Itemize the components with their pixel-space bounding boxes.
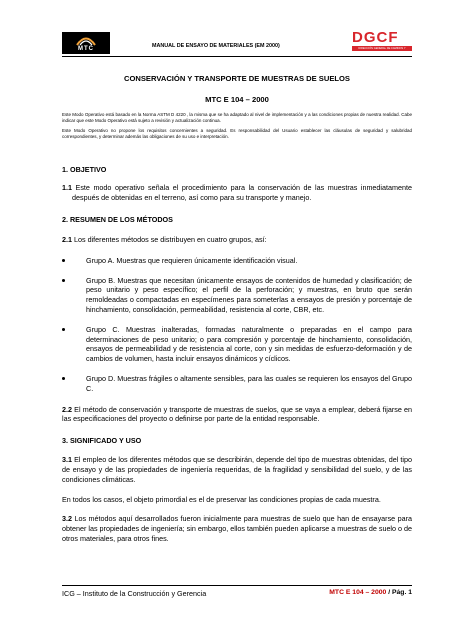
paragraph-2-2 bbox=[62, 405, 412, 425]
paragraph-number: 1.1 bbox=[62, 183, 72, 193]
section-significado-heading: 3. SIGNIFICADO Y USO bbox=[62, 436, 142, 446]
list-item bbox=[62, 276, 412, 315]
paragraph-number: 2.2 bbox=[62, 404, 72, 414]
note-safety: Este Modo Operativo no propone los requisitos concernientes a seguridad. Es responsabilidad del Usuario establecer las cláusulas de seguridad y salubridad correspondientes, y determinar además las obligaciones de su uso e interpretación. bbox=[62, 128, 412, 139]
list-item bbox=[62, 374, 412, 394]
footer-page-ref bbox=[329, 589, 412, 596]
paragraph-3-2 bbox=[62, 514, 412, 543]
section-resumen-heading: 2. RESUMEN DE LOS MÉTODOS bbox=[62, 214, 173, 224]
paragraph-1-1 bbox=[62, 183, 412, 203]
dgcf-logo-text: DGCF bbox=[352, 29, 399, 46]
paragraph-text: Este modo operativo señala el procedimiento para la conservación de las muestras inmediatamente después de obtenidas en el terreno, así como para su transporte y manejo. bbox=[72, 183, 412, 203]
dgcf-logo-subtitle: DIRECCIÓN GENERAL DE CAMINOS Y FERROCARRILES bbox=[352, 46, 412, 51]
paragraph-number: 3.1 bbox=[62, 455, 72, 465]
paragraph-text: Los diferentes métodos se distribuyen en cuatro grupos, así: bbox=[72, 234, 267, 244]
mtc-logo bbox=[62, 32, 110, 54]
paragraph-number: 3.2 bbox=[62, 514, 72, 524]
bullet-icon bbox=[62, 259, 65, 262]
list-item-text: Grupo B. Muestras que necesitan únicamente ensayos de contenidos de humedad y clasificación; de peso unitario y peso específico; el perfil de la perforación; y muestras, en bruto que serán remoldeadas o compactadas en especímenes para someterlas a ensayos de presión y porcentaje de hinchamiento, consolidación, permeabilidad, resistencia al corte, CBR, etc. bbox=[86, 275, 412, 314]
paragraph-3-1-b: En todos los casos, el objeto primordial es el de preservar las condiciones propias de cada muestra. bbox=[62, 494, 381, 504]
list-item bbox=[62, 256, 412, 266]
page-footer bbox=[62, 585, 412, 598]
footer-code: MTC E 104 – 2000 bbox=[329, 589, 387, 596]
list-item bbox=[62, 325, 412, 364]
document-body bbox=[62, 74, 412, 544]
paragraph-3-1 bbox=[62, 455, 412, 484]
paragraph-number: 2.1 bbox=[62, 234, 72, 244]
bullet-icon bbox=[62, 328, 65, 331]
section-objetivo-heading: 1. OBJETIVO bbox=[62, 165, 107, 175]
paragraph-text: El empleo de los diferentes métodos que se describirán, depende del tipo de muestras obtenidas, del tipo de ensayo y de las propiedades de ingeniería requeridas, de la fragilidad y sensibilidad del suelo, y de las condiciones climáticas. bbox=[62, 455, 412, 484]
paragraph-text: Los métodos aquí desarrollados fueron inicialmente para muestras de suelo que han de ensayarse para obtener las propiedades de ingeniería; sin embargo, ellos también pueden aplicarse a muestras de suelo o de otros materiales, para otros fines. bbox=[62, 514, 413, 543]
list-item-text: Grupo C. Muestras inalteradas, formadas naturalmente o preparadas en el campo para determinaciones de peso unitario; o para compresión y porcentaje de hinchamiento, consolidación, ensayos de permeabilidad y de resistencia al corte, con y sin medidas de esfuerzo-deformación y de cambios de volumen, hasta incluir ensayos dinámicos y cíclicos. bbox=[86, 324, 412, 364]
mtc-emblem-icon bbox=[76, 35, 96, 46]
mtc-logo-text: MTC bbox=[78, 46, 94, 52]
list-item-text: Grupo D. Muestras frágiles o altamente sensibles, para las cuales se requieren los ensayos del Grupo C. bbox=[86, 373, 412, 393]
bullet-icon bbox=[62, 279, 65, 282]
footer-page-number: / Pág. 1 bbox=[386, 589, 412, 596]
paragraph-2-1 bbox=[62, 235, 412, 245]
document-code: MTC E 104 – 2000 bbox=[205, 95, 269, 104]
page-header bbox=[62, 29, 412, 57]
document-title: CONSERVACIÓN Y TRANSPORTE DE MUESTRAS DE SUELOS bbox=[123, 74, 351, 83]
note-basis: Este Modo Operativo está basado en la Norma ASTM D 4220 , la misma que se ha adaptado al nivel de implementación y a las condiciones propias de nuestra realidad. Cabe indicar que este Modo Operativo está sujeto a revisión y actualización continua. bbox=[62, 112, 412, 123]
footer-institute: ICG – Instituto de la Construcción y Gerencia bbox=[62, 589, 207, 598]
paragraph-text: El método de conservación y transporte de muestras de suelos, que se vaya a emplear, deberá fijarse en las especificaciones del proyecto o definirse por parte de la entidad responsable. bbox=[62, 404, 412, 424]
dgcf-logo bbox=[352, 30, 412, 54]
list-item-text: Grupo A. Muestras que requieren únicamente identificación visual. bbox=[86, 255, 298, 265]
bullet-icon bbox=[62, 377, 65, 380]
header-title: MANUAL DE ENSAYO DE MATERIALES (EM 2000) bbox=[152, 43, 280, 49]
